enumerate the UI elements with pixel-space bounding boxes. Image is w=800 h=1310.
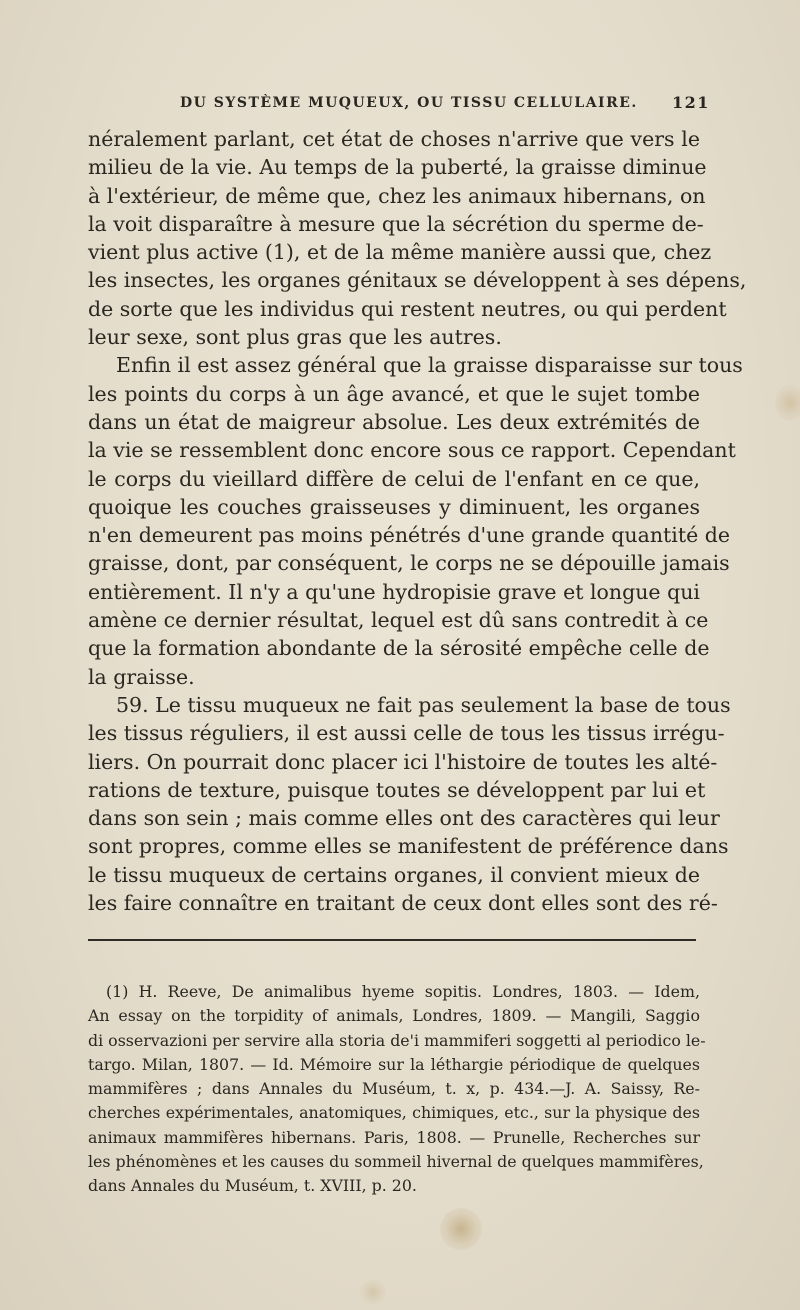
- text-line: leur sexe, sont plus gras que les autres.: [88, 325, 502, 350]
- paper-stain: [440, 1208, 482, 1250]
- text-line: vient plus active (1), et de la même manière aussi que, chez: [88, 240, 712, 265]
- footnote-line: An essay on the torpidity of animals, Londres, 1809. — Mangili, Saggio: [88, 1006, 700, 1026]
- footnote-line: di osservazioni per servire alla storia de'i mammiferi soggetti al periodico le-: [88, 1030, 706, 1050]
- text-line: dans son sein ; mais comme elles ont des caractères qui leur: [88, 806, 720, 831]
- footnote-line: (1) H. Reeve, De animalibus hyeme sopitis. Londres, 1803. — Idem,: [106, 982, 700, 1001]
- footnote-divider: [88, 939, 696, 941]
- text-line: n'en demeurent pas moins pénétrés d'une grande quantité de: [88, 523, 730, 548]
- text-line: les points du corps à un âge avancé, et que le sujet tombe: [88, 381, 700, 406]
- text-line: graisse, dont, par conséquent, le corps ne se dépouille jamais: [88, 551, 730, 576]
- text-line: les faire connaître en traitant de ceux dont elles sont des ré-: [88, 891, 718, 916]
- footnote-line: mammifères ; dans Annales du Muséum, t. x, p. 434.—J. A. Saissy, Re-: [88, 1079, 700, 1099]
- text-line: le corps du vieillard diffère de celui de l'enfant en ce que,: [88, 466, 700, 491]
- footnote-line: dans Annales du Muséum, t. XVIII, p. 20.: [88, 1176, 417, 1196]
- page-number: 121: [672, 93, 710, 112]
- text-line: liers. On pourrait donc placer ici l'histoire de toutes les alté-: [88, 749, 718, 774]
- text-line: que la formation abondante de la sérosité empêche celle de: [88, 636, 710, 661]
- footnote-line: targo. Milan, 1807. — Id. Mémoire sur la léthargie périodique de quelques: [88, 1054, 700, 1074]
- text-line: dans un état de maigreur absolue. Les deux extrémités de: [88, 409, 700, 434]
- text-line: amène ce dernier résultat, lequel est dû sans contredit à ce: [88, 608, 709, 633]
- paper-stain: [775, 385, 800, 421]
- text-line: la vie se ressemblent donc encore sous ce rapport. Cependant: [88, 438, 736, 463]
- text-line: les tissus réguliers, il est aussi celle de tous les tissus irrégu-: [88, 721, 725, 746]
- text-line: sont propres, comme elles se manifestent de préférence dans: [88, 834, 729, 859]
- text-line: à l'extérieur, de même que, chez les animaux hibernans, on: [88, 183, 706, 208]
- footnote-line: animaux mammifères hibernans. Paris, 1808. — Prunelle, Recherches sur: [88, 1127, 700, 1147]
- text-line: milieu de la vie. Au temps de la puberté, la graisse diminue: [88, 155, 707, 180]
- running-head: [0, 91, 800, 115]
- footnotes: [88, 980, 706, 1199]
- text-line: quoique les couches graisseuses y diminuent, les organes: [88, 494, 700, 519]
- text-line: néralement parlant, cet état de choses n'arrive que vers le: [88, 127, 700, 151]
- text-line: la graisse.: [88, 664, 195, 689]
- paper-stain: [360, 1280, 386, 1304]
- footnote-line: les phénomènes et les causes du sommeil hivernal de quelques mammifères,: [88, 1152, 704, 1172]
- running-head-title: DU SYSTÈME MUQUEUX, OU TISSU CELLULAIRE.: [180, 95, 638, 111]
- text-line: la voit disparaître à mesure que la sécrétion du sperme de-: [88, 211, 704, 236]
- text-line: les insectes, les organes génitaux se développent à ses dépens,: [88, 268, 747, 293]
- main-text: [88, 125, 747, 917]
- text-line: le tissu muqueux de certains organes, il convient mieux de: [88, 862, 700, 887]
- text-line: Enfin il est assez général que la graisse disparaisse sur tous: [116, 353, 743, 378]
- footnote-line: cherches expérimentales, anatomiques, chimiques, etc., sur la physique des: [88, 1103, 700, 1123]
- text-line: rations de texture, puisque toutes se développent par lui et: [88, 777, 706, 802]
- text-line: entièrement. Il n'y a qu'une hydropisie grave et longue qui: [88, 579, 700, 604]
- text-line: de sorte que les individus qui restent neutres, ou qui perdent: [88, 296, 727, 321]
- text-line: 59. Le tissu muqueux ne fait pas seulement la base de tous: [116, 692, 731, 717]
